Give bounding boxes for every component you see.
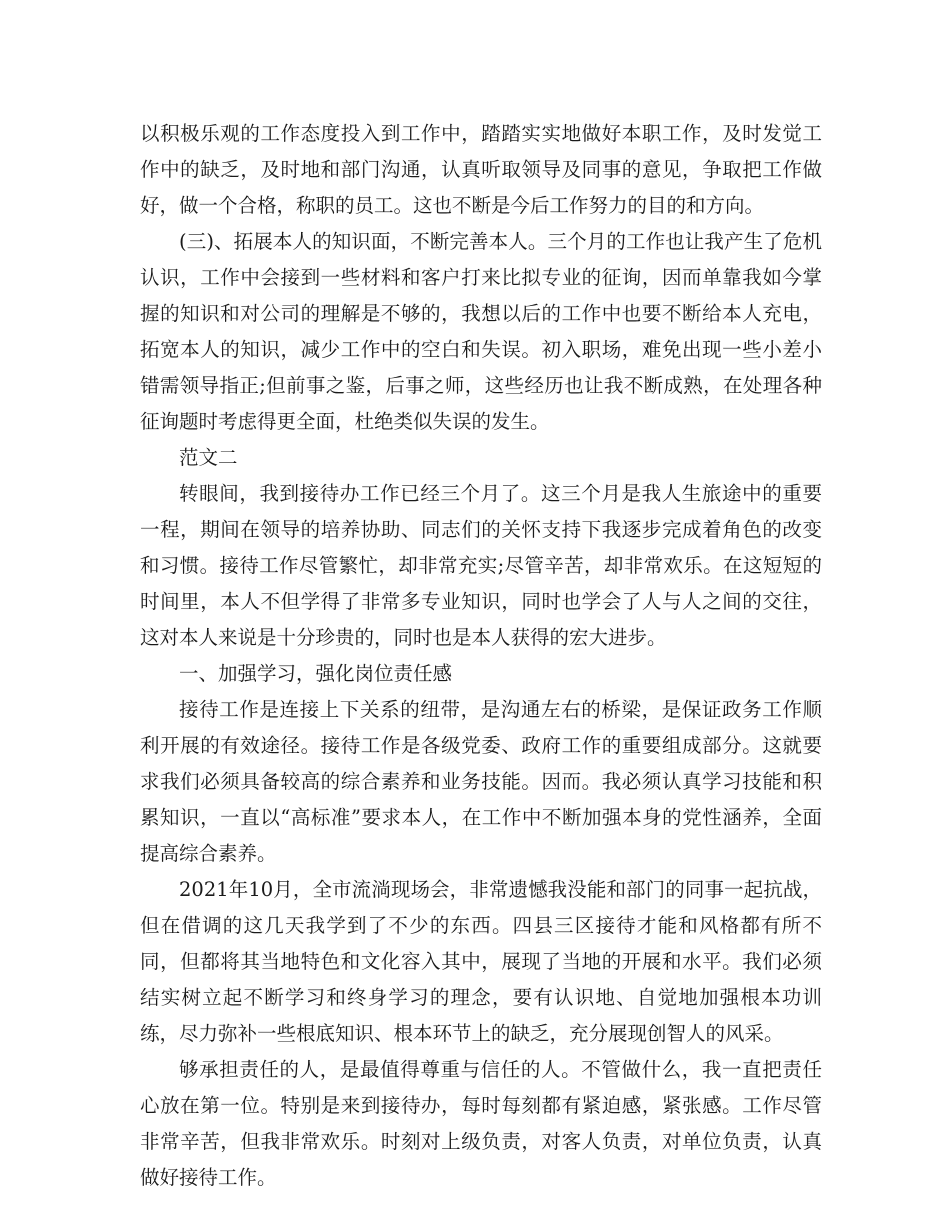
section-heading-sample-two: 范文二	[179, 446, 238, 469]
paragraph-intro: 转眼间，我到接待办工作已经三个月了。这三个月是我人生旅途中的重要一程，期间在领导的培养协助、同志们的关怀支持下我逐步完成着角色的改变和习惯。接待工作尽管繁忙，却非常充实;尽管辛苦，却非常欢乐。在这短短的时间里，本人不但学得了非常多专业知识，同时也学会了人与人之间的交往，这对本人来说是十分珍贵的，同时也是本人获得的宏大进步。	[140, 482, 822, 649]
paragraph-responsibility: 够承担责任的人，是最值得尊重与信任的人。不管做什么，我一直把责任心放在第一位。特别是来到接待办，每时每刻都有紧迫感，紧张感。工作尽管非常辛苦，但我非常欢乐。时刻对上级负责，对客人负责，对单位负责，认真做好接待工作。	[140, 1058, 822, 1189]
document-page	[140, 116, 822, 1196]
paragraph-reception-work: 接待工作是连接上下关系的纽带，是沟通左右的桥梁，是保证政务工作顺利开展的有效途径。接待工作是各级党委、政府工作的重要组成部分。这就要求我们必须具备较高的综合素养和业务技能。因而。我必须认真学习技能和积累知识，一直以“高标准”要求本人，在工作中不断加强本身的党性涵养，全面提高综合素养。	[140, 698, 822, 865]
paragraph-october-meeting: 2021年10月，全市流淌现场会，非常遗憾我没能和部门的同事一起抗战，但在借调的这几天我学到了不少的东西。四县三区接待才能和风格都有所不同，但都将其当地特色和文化容入其中，展现了当地的开展和水平。我们必须结实树立起不断学习和终身学习的理念，要有认识地、自觉地加强根本功训练，尽力弥补一些根底知识、根本环节上的缺乏，充分展现创智人的风采。	[140, 878, 822, 1045]
paragraph-expand-knowledge: (三)、拓展本人的知识面，不断完善本人。三个月的工作也让我产生了危机认识，工作中会接到一些材料和客户打来比拟专业的征询，因而单靠我如今掌握的知识和对公司的理解是不够的，我想以后的工作中也要不断给本人充电，拓宽本人的知识，减少工作中的空白和失误。初入职场，难免出现一些小差小错需领导指正;但前事之鉴，后事之师，这些经历也让我不断成熟，在处理各种征询题时考虑得更全面，杜绝类似失误的发生。	[140, 230, 822, 433]
paragraph-continuation: 以积极乐观的工作态度投入到工作中，踏踏实实地做好本职工作，及时发觉工作中的缺乏，及时地和部门沟通，认真听取领导及同事的意见，争取把工作做好，做一个合格，称职的员工。这也不断是今后工作努力的目的和方向。	[140, 122, 822, 217]
section-heading-strengthen-learning: 一、加强学习，强化岗位责任感	[179, 662, 453, 685]
